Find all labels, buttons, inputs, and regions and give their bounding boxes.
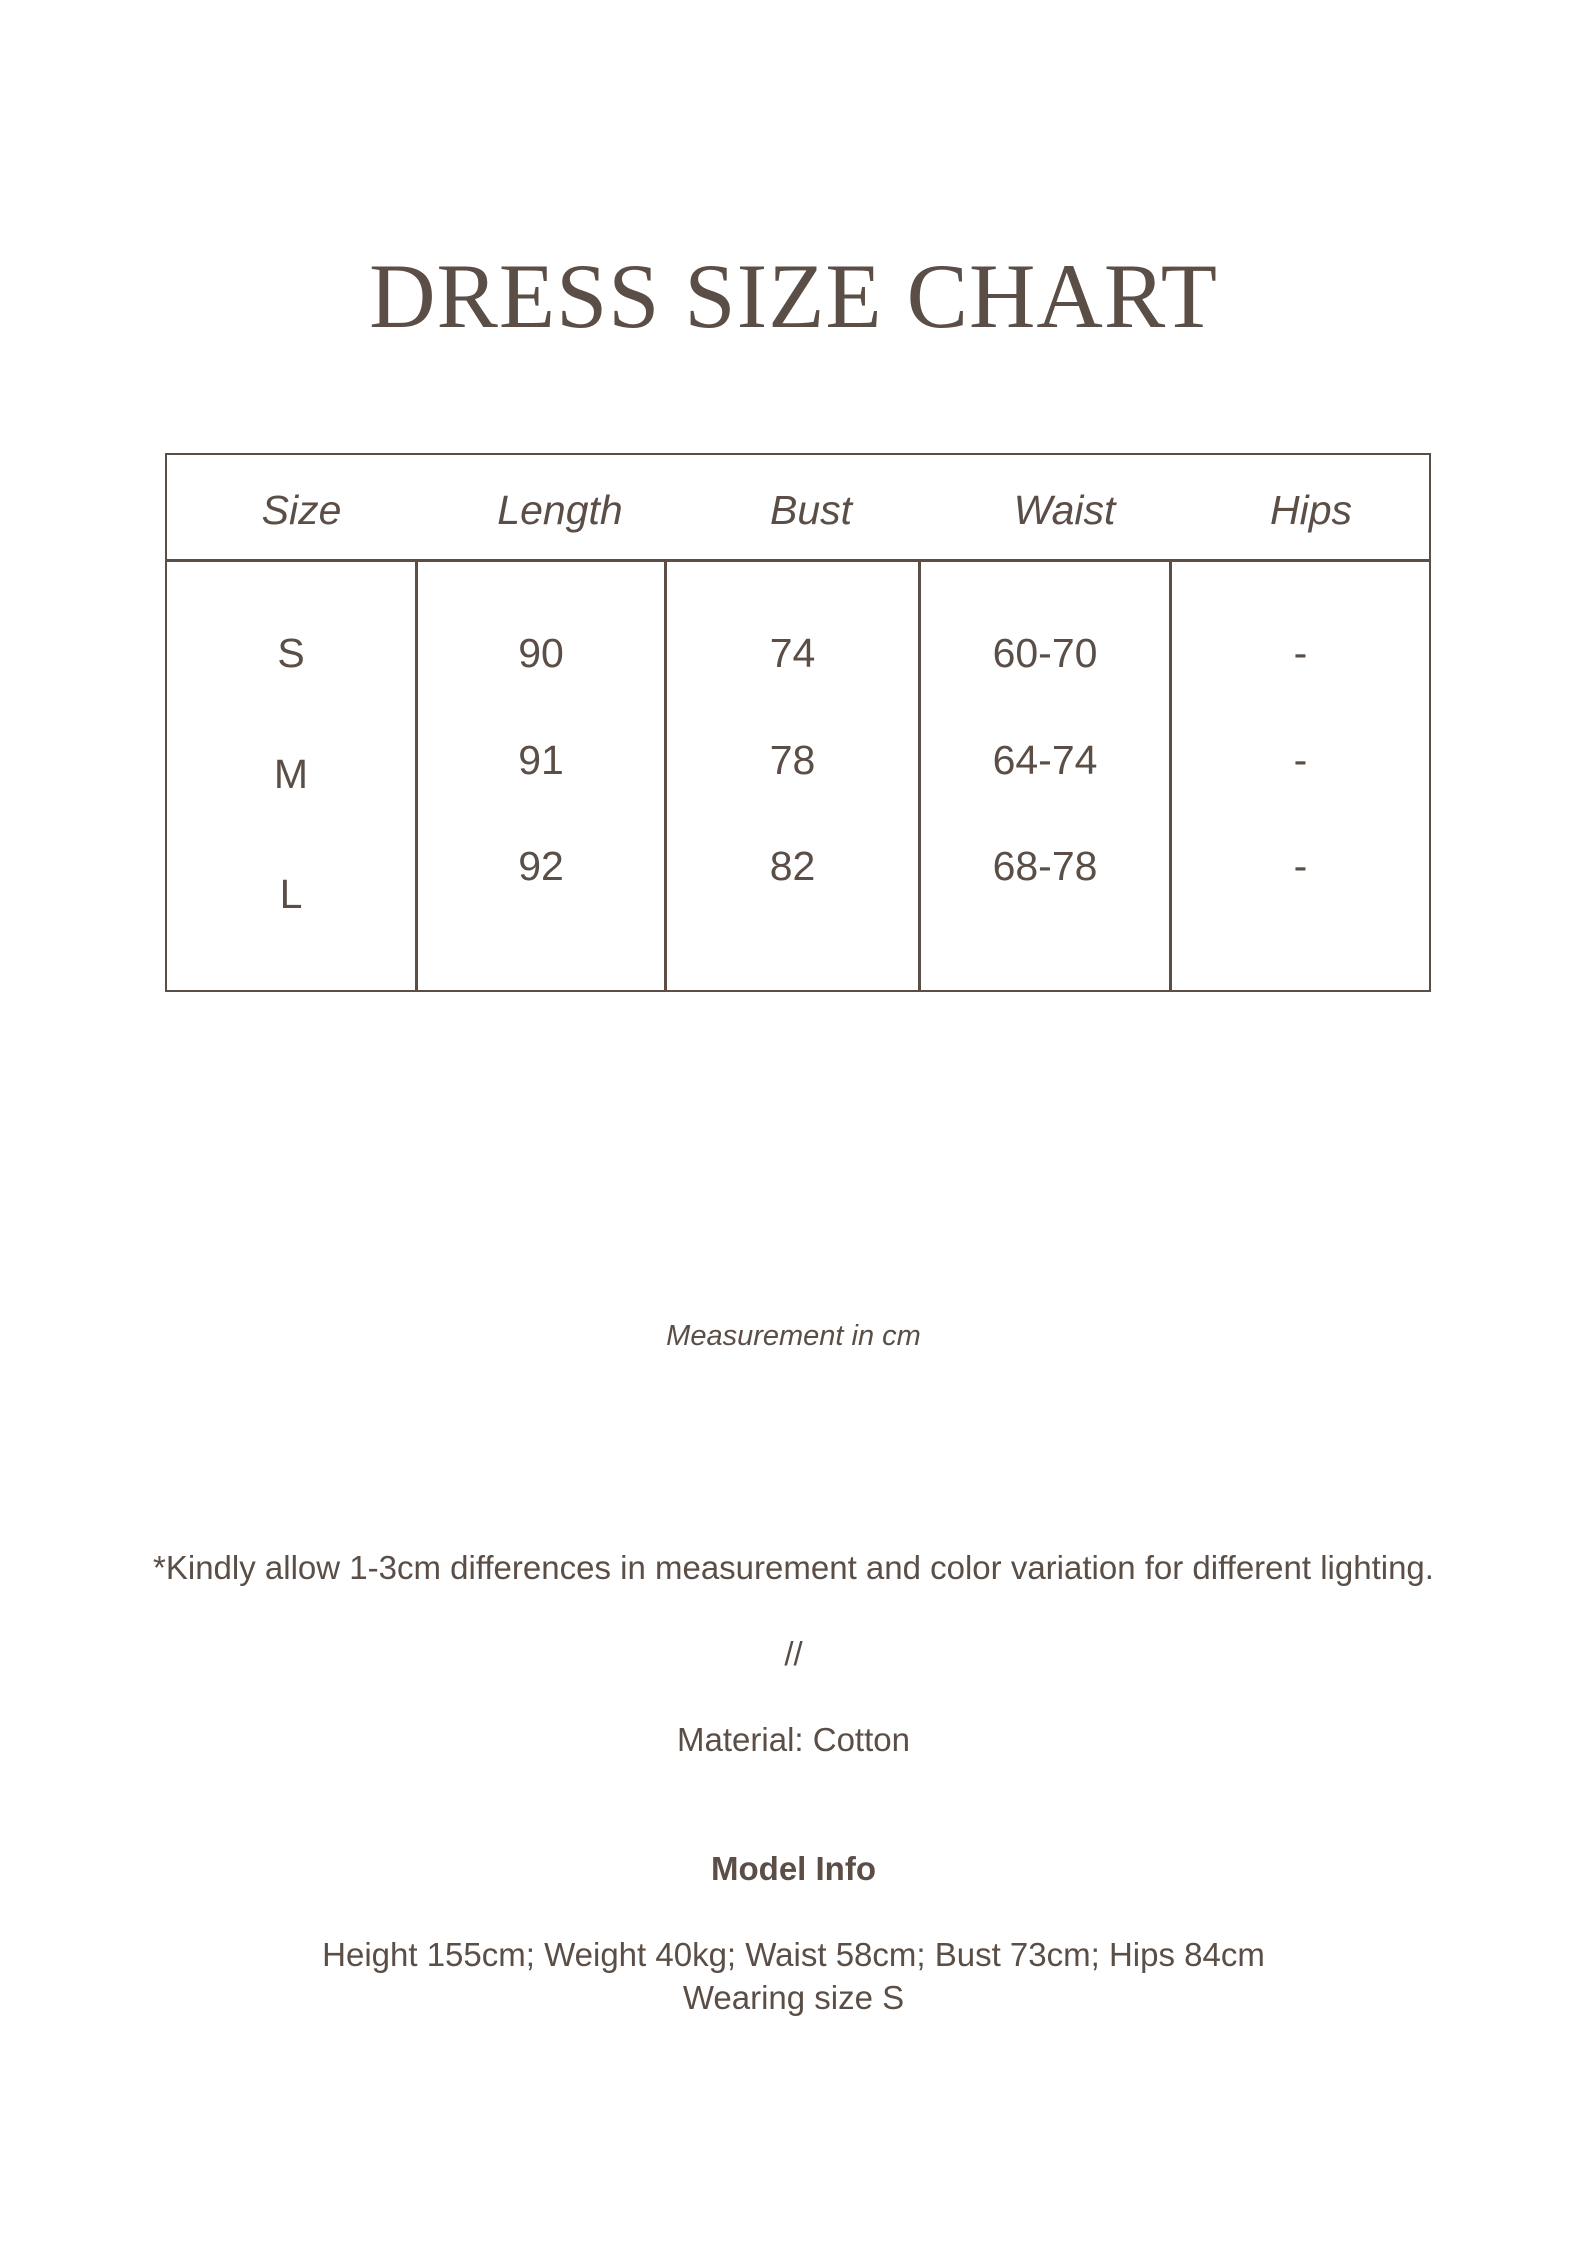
size-chart-table bbox=[165, 453, 1431, 992]
bust-cell: 74 bbox=[769, 630, 816, 676]
bust-cell: 82 bbox=[769, 843, 816, 889]
header-size: Size bbox=[261, 487, 342, 533]
page-title: DRESS SIZE CHART bbox=[369, 245, 1218, 347]
material-text: Material: Cotton bbox=[677, 1721, 910, 1758]
header-length: Length bbox=[497, 487, 623, 533]
model-wearing-size: Wearing size S bbox=[682, 1979, 905, 2016]
waist-cell: 64-74 bbox=[992, 737, 1098, 783]
model-info-heading: Model Info bbox=[711, 1850, 876, 1887]
hips-cell: - bbox=[1293, 737, 1308, 783]
size-cell: M bbox=[273, 751, 309, 797]
bust-cell: 78 bbox=[769, 737, 816, 783]
waist-cell: 60-70 bbox=[992, 630, 1098, 676]
length-cell: 90 bbox=[518, 630, 564, 676]
waist-cell: 68-78 bbox=[992, 843, 1098, 889]
size-cell: S bbox=[277, 630, 305, 676]
length-cell: 91 bbox=[518, 737, 564, 783]
header-waist: Waist bbox=[1013, 487, 1116, 533]
disclaimer-text: *Kindly allow 1-3cm differences in measurement and color variation for different lighting. bbox=[153, 1549, 1434, 1586]
hips-cell: - bbox=[1293, 630, 1308, 676]
header-bust: Bust bbox=[769, 487, 853, 533]
size-cell: L bbox=[279, 871, 303, 917]
hips-cell: - bbox=[1293, 843, 1308, 889]
length-cell: 92 bbox=[518, 843, 564, 889]
model-stats: Height 155cm; Weight 40kg; Waist 58cm; Bust 73cm; Hips 84cm bbox=[322, 1936, 1265, 1973]
measurement-note: Measurement in cm bbox=[666, 1320, 921, 1352]
table-header-row bbox=[167, 455, 1429, 562]
header-hips: Hips bbox=[1269, 487, 1353, 533]
separator: // bbox=[784, 1635, 803, 1672]
